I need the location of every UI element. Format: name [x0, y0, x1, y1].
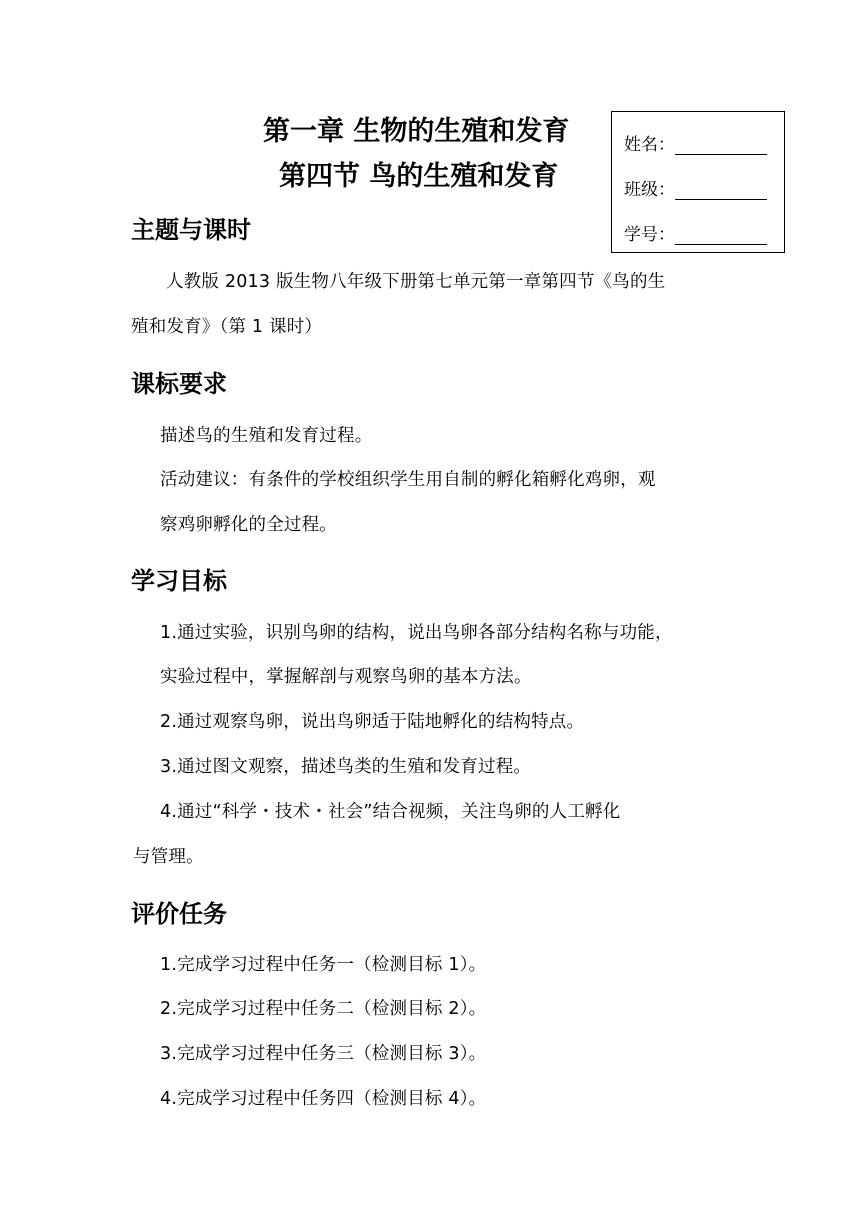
- class-label: 班级：: [624, 180, 675, 200]
- objective-line-4: 3.通过图文观察，描述鸟类的生殖和发育过程。: [160, 757, 532, 777]
- task-line-4: 4.完成学习过程中任务四（检测目标 4）。: [160, 1089, 487, 1109]
- topic-line-2: 殖和发育》（第 1 课时）: [131, 317, 323, 337]
- tasks-heading: 评价任务: [131, 900, 227, 928]
- student-id-row: [624, 220, 767, 245]
- class-blank[interactable]: [675, 181, 767, 200]
- class-row: [624, 175, 767, 200]
- objective-line-5: 4.通过“科学・技术・社会”结合视频，关注鸟卵的人工孵化: [160, 802, 621, 822]
- standards-line-1: 描述鸟的生殖和发育过程。: [160, 426, 373, 446]
- objective-line-6: 与管理。: [133, 847, 204, 867]
- standards-line-2: 活动建议：有条件的学校组织学生用自制的孵化箱孵化鸡卵，观: [160, 470, 656, 490]
- objective-line-1: 1.通过实验，识别鸟卵的结构，说出鸟卵各部分结构名称与功能，: [160, 623, 673, 643]
- student-id-label: 学号：: [624, 225, 675, 245]
- standards-heading: 课标要求: [131, 370, 227, 398]
- task-line-2: 2.完成学习过程中任务二（检测目标 2）。: [160, 999, 487, 1019]
- standards-line-3: 察鸡卵孵化的全过程。: [160, 515, 337, 535]
- topic-heading: 主题与课时: [131, 216, 251, 244]
- chapter-title: 第一章 生物的生殖和发育: [263, 116, 570, 147]
- objective-line-2: 实验过程中，掌握解剖与观察鸟卵的基本方法。: [160, 667, 532, 687]
- name-row: [624, 130, 767, 155]
- objectives-heading: 学习目标: [131, 567, 227, 595]
- student-id-blank[interactable]: [675, 226, 767, 245]
- task-line-1: 1.完成学习过程中任务一（检测目标 1）。: [160, 955, 487, 975]
- name-blank[interactable]: [675, 136, 767, 155]
- objective-line-3: 2.通过观察鸟卵，说出鸟卵适于陆地孵化的结构特点。: [160, 712, 585, 732]
- name-label: 姓名：: [624, 135, 675, 155]
- student-info-box: [611, 111, 785, 253]
- section-title: 第四节 鸟的生殖和发育: [279, 161, 559, 192]
- task-line-3: 3.完成学习过程中任务三（检测目标 3）。: [160, 1044, 487, 1064]
- topic-line-1: 人教版 2013 版生物八年级下册第七单元第一章第四节《鸟的生: [166, 272, 666, 292]
